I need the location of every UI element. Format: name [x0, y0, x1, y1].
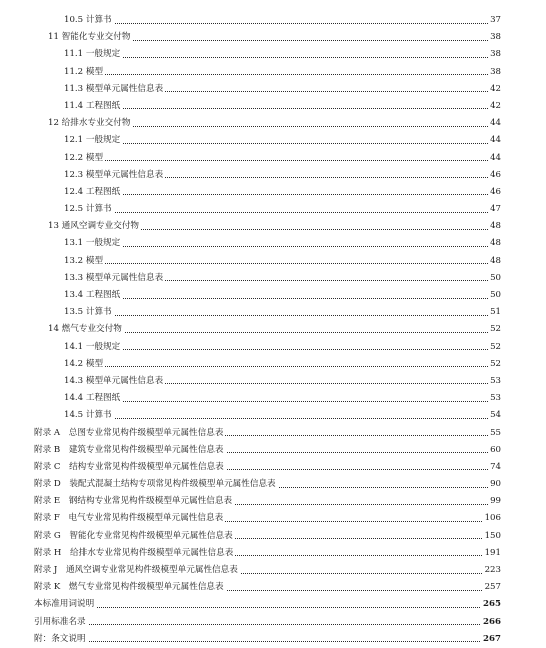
- toc-entry[interactable]: [0, 545, 546, 562]
- toc-entry-label: 11.4 工程图纸: [64, 98, 122, 115]
- toc-entry-label: 14.4 工程图纸: [64, 390, 122, 407]
- toc-entry-label: 13.1 一般规定: [64, 235, 122, 252]
- toc-entry-label: 本标准用词说明: [34, 596, 96, 613]
- toc-entry[interactable]: [0, 356, 546, 373]
- toc-entry[interactable]: [0, 407, 546, 424]
- toc-entry-page-number: 54: [488, 407, 501, 424]
- toc-entry-label: 12.1 一般规定: [64, 132, 122, 149]
- toc-entry-label: 12.5 计算书: [64, 201, 114, 218]
- toc-entry-page-number: 267: [481, 631, 501, 648]
- toc-entry-label: 14.2 模型: [64, 356, 105, 373]
- toc-entry-page-number: 51: [488, 304, 501, 321]
- toc-entry[interactable]: [0, 64, 546, 81]
- dot-leader: [64, 401, 498, 402]
- toc-entry-label: 附：条文说明: [34, 631, 88, 648]
- toc-entry-label: 13.5 计算书: [64, 304, 114, 321]
- toc-entry-label: 13 通风空调专业交付物: [48, 218, 141, 235]
- toc-entry[interactable]: [0, 115, 546, 132]
- toc-entry[interactable]: [0, 373, 546, 390]
- toc-entry[interactable]: [0, 442, 546, 459]
- toc-entry[interactable]: [0, 150, 546, 167]
- toc-entry[interactable]: [0, 562, 546, 579]
- toc-entry-label: 12.3 模型单元属性信息表: [64, 167, 165, 184]
- dot-leader: [64, 212, 498, 213]
- toc-entry[interactable]: [0, 493, 546, 510]
- toc-entry[interactable]: [0, 235, 546, 252]
- dot-leader: [34, 607, 498, 608]
- toc-entry-page-number: 74: [488, 459, 501, 476]
- toc-entry[interactable]: [0, 253, 546, 270]
- toc-entry[interactable]: [0, 287, 546, 304]
- toc-entry-page-number: 42: [488, 81, 501, 98]
- dot-leader: [34, 624, 498, 625]
- toc-entry-label: 附录 J 通风空调专业常见构件级模型单元属性信息表: [34, 562, 240, 579]
- toc-entry-page-number: 42: [488, 98, 501, 115]
- toc-entry-page-number: 106: [483, 510, 501, 527]
- toc-entry-page-number: 191: [483, 545, 501, 562]
- toc-entry[interactable]: [0, 132, 546, 149]
- toc-entry-page-number: 52: [488, 339, 501, 356]
- toc-entry-label: 14.1 一般规定: [64, 339, 122, 356]
- toc-entry[interactable]: [0, 81, 546, 98]
- toc-entry-label: 11.3 模型单元属性信息表: [64, 81, 165, 98]
- toc-entry[interactable]: [0, 98, 546, 115]
- toc-entry[interactable]: [0, 390, 546, 407]
- toc-entry-page-number: 48: [488, 218, 501, 235]
- toc-entry-label: 附录 K 燃气专业常见构件级模型单元属性信息表: [34, 579, 226, 596]
- toc-entry[interactable]: [0, 510, 546, 527]
- toc-entry-page-number: 265: [481, 596, 501, 613]
- toc-entry-page-number: 50: [488, 270, 501, 287]
- toc-entry[interactable]: [0, 459, 546, 476]
- toc-entry-page-number: 257: [483, 579, 501, 596]
- toc-entry[interactable]: [0, 596, 546, 613]
- toc-entry[interactable]: [0, 304, 546, 321]
- toc-entry-page-number: 48: [488, 235, 501, 252]
- toc-entry[interactable]: [0, 184, 546, 201]
- dot-leader: [34, 641, 498, 642]
- toc-entry-label: 11 智能化专业交付物: [48, 29, 132, 46]
- toc-entry-page-number: 47: [488, 201, 501, 218]
- toc-entry-label: 13.2 模型: [64, 253, 105, 270]
- table-of-contents: [0, 12, 546, 648]
- toc-entry[interactable]: [0, 46, 546, 63]
- dot-leader: [64, 57, 498, 58]
- toc-entry-page-number: 53: [488, 390, 501, 407]
- toc-entry[interactable]: [0, 29, 546, 46]
- toc-entry-label: 引用标准名录: [34, 614, 88, 631]
- toc-entry-label: 13.3 模型单元属性信息表: [64, 270, 165, 287]
- toc-entry-label: 附录 A 总图专业常见构件级模型单元属性信息表: [34, 425, 225, 442]
- dot-leader: [64, 246, 498, 247]
- toc-entry[interactable]: [0, 614, 546, 631]
- toc-entry-label: 附录 F 电气专业常见构件级模型单元属性信息表: [34, 510, 225, 527]
- toc-entry-page-number: 99: [488, 493, 501, 510]
- toc-entry-label: 附录 H 给排水专业常见构件级模型单元属性信息表: [34, 545, 235, 562]
- toc-entry-page-number: 38: [488, 46, 501, 63]
- toc-entry-label: 11.2 模型: [64, 64, 105, 81]
- dot-leader: [64, 418, 498, 419]
- toc-entry-page-number: 266: [481, 614, 501, 631]
- toc-entry-page-number: 44: [488, 115, 501, 132]
- toc-entry-label: 附录 E 钢结构专业常见构件级模型单元属性信息表: [34, 493, 234, 510]
- dot-leader: [64, 366, 498, 367]
- toc-entry-label: 14.3 模型单元属性信息表: [64, 373, 165, 390]
- toc-entry[interactable]: [0, 339, 546, 356]
- dot-leader: [64, 315, 498, 316]
- toc-entry[interactable]: [0, 218, 546, 235]
- toc-entry-label: 10.5 计算书: [64, 12, 114, 29]
- toc-entry-page-number: 223: [483, 562, 501, 579]
- toc-entry-page-number: 52: [488, 356, 501, 373]
- toc-entry-page-number: 150: [483, 528, 501, 545]
- toc-entry-label: 14.5 计算书: [64, 407, 114, 424]
- dot-leader: [64, 349, 498, 350]
- toc-entry-label: 附录 C 结构专业常见构件级模型单元属性信息表: [34, 459, 226, 476]
- toc-entry-page-number: 37: [488, 12, 501, 29]
- dot-leader: [64, 23, 498, 24]
- toc-entry[interactable]: [0, 321, 546, 338]
- toc-entry-page-number: 46: [488, 167, 501, 184]
- dot-leader: [64, 263, 498, 264]
- toc-entry-page-number: 38: [488, 29, 501, 46]
- toc-entry[interactable]: [0, 201, 546, 218]
- toc-entry-page-number: 53: [488, 373, 501, 390]
- toc-entry-page-number: 44: [488, 132, 501, 149]
- toc-entry-page-number: 38: [488, 64, 501, 81]
- toc-entry[interactable]: [0, 631, 546, 648]
- dot-leader: [64, 143, 498, 144]
- dot-leader: [64, 74, 498, 75]
- toc-entry-label: 13.4 工程图纸: [64, 287, 122, 304]
- toc-entry-page-number: 44: [488, 150, 501, 167]
- toc-entry-label: 附录 G 智能化专业常见构件级模型单元属性信息表: [34, 528, 235, 545]
- toc-entry[interactable]: [0, 425, 546, 442]
- toc-entry-page-number: 55: [488, 425, 501, 442]
- toc-entry[interactable]: [0, 528, 546, 545]
- toc-entry-page-number: 60: [488, 442, 501, 459]
- dot-leader: [64, 160, 498, 161]
- toc-entry[interactable]: [0, 476, 546, 493]
- toc-entry-label: 14 燃气专业交付物: [48, 321, 124, 338]
- toc-entry-label: 附录 D 装配式混凝土结构专项常见构件级模型单元属性信息表: [34, 476, 278, 493]
- toc-entry-page-number: 48: [488, 253, 501, 270]
- dot-leader: [64, 108, 498, 109]
- toc-entry[interactable]: [0, 270, 546, 287]
- toc-entry-label: 11.1 一般规定: [64, 46, 122, 63]
- toc-entry-page-number: 52: [488, 321, 501, 338]
- toc-entry-page-number: 50: [488, 287, 501, 304]
- toc-entry[interactable]: [0, 12, 546, 29]
- toc-entry-label: 12.2 模型: [64, 150, 105, 167]
- toc-entry[interactable]: [0, 167, 546, 184]
- toc-entry-label: 12.4 工程图纸: [64, 184, 122, 201]
- toc-entry-label: 12 给排水专业交付物: [48, 115, 132, 132]
- dot-leader: [64, 194, 498, 195]
- toc-entry-page-number: 46: [488, 184, 501, 201]
- toc-entry-label: 附录 B 建筑专业常见构件级模型单元属性信息表: [34, 442, 226, 459]
- toc-entry-page-number: 90: [488, 476, 501, 493]
- dot-leader: [64, 298, 498, 299]
